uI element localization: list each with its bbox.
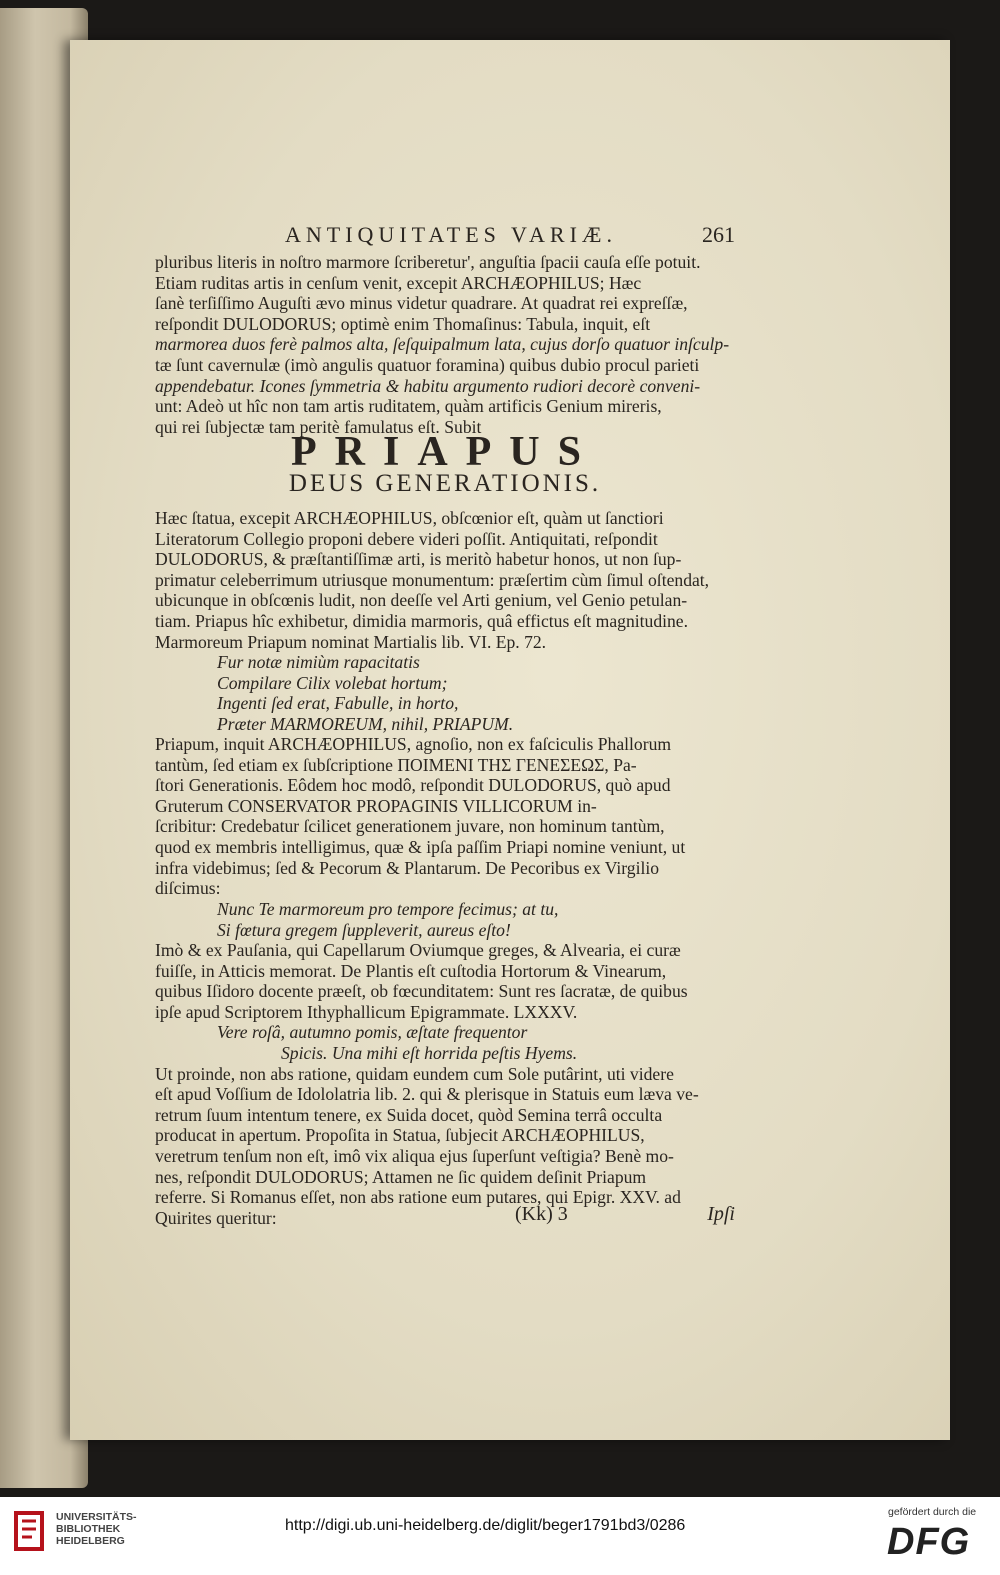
text-line: DULODORUS, & præſtantiſſimæ arti, is meritò habetur honos, ut non ſup- [155,549,682,570]
paragraph-1 [155,252,735,437]
verse-line: Nunc Te marmoreum pro tempore fecimus; at tu, [217,899,559,919]
page-header [155,222,735,252]
university-library-logo-icon [12,1507,48,1557]
text-line: Literatorum Collegio proponi debere videri poſſit. Antiquitati, reſpondit [155,528,658,549]
paragraph-3 [155,734,735,899]
text-line: qui rei ſubjectæ tam peritè famulatus eſt. Subit [155,416,482,437]
paragraph-5 [155,1043,735,1228]
text-line: infra videbimus; ſed & Pecorum & Plantarum. De Pecoribus ex Virgilio [155,857,660,878]
library-line: HEIDELBERG [56,1535,125,1547]
signature-mark: (Kk) 3 [515,1203,568,1225]
library-line: UNIVERSITÄTS- [56,1511,137,1523]
text-line: Hæc ſtatua, excepit ARCHÆOPHILUS, obſcœnior eſt, quàm ut ſanctiori [155,508,664,528]
verse-line: Ingenti ſed erat, Fabulle, in horto, [217,693,459,714]
text-line: retrum ſuum intentum tenere, ex Suida docet, quòd Semina terrâ occulta [155,1104,663,1125]
text-line: tæ ſunt cavernulæ (imò angulis quatuor foramina) quibus dubio procul parieti [155,354,700,375]
text-line: ipſe apud Scriptorem Ithyphallicum Epigrammate. LXXXV. [155,1001,578,1022]
section-subtitle: DEUS GENERATIONIS. [288,470,602,497]
text-line: diſcimus: [155,878,221,899]
text-line: marmorea duos ferè palmos alta, ſeſquipalmum lata, cujus dorſo quatuor inſculp- [155,334,730,355]
paragraph-2 [155,508,735,652]
running-title: ANTIQUITATES VARIÆ. [285,222,617,247]
verse-martial [155,652,797,734]
section-title: PRIAPUS [290,429,599,475]
paragraph-4 [155,940,735,1022]
verse-line: Fur notæ nimiùm rapacitatis [217,652,420,672]
text-line: unt: Adeò ut hîc non tam artis ruditatem, quàm artificis Genium mireris, [155,396,662,417]
text-line: Quirites queritur: [155,1207,277,1228]
text-line: fuiſſe, in Atticis memorat. De Plantis eſt cuſtodia Hortorum & Vinearum, [155,960,667,981]
verse-line: Vere roſâ, autumno pomis, æſtate frequentor [217,1022,528,1042]
text-line: quod ex membris intelligimus, quæ & ipſa paſſim Priapi nomine veniunt, ut [155,836,686,857]
text-line: Marmoreum Priapum nominat Martialis lib. VI. Ep. 72. [155,631,547,652]
viewer-footer-bar [0,1497,1000,1575]
text-line: primatur celeberrimum utriusque monumentum: præſertim cùm ſimul oſtendat, [155,569,710,590]
text-line: reſpondit DULODORUS; optimè enim Thomaſinus: Tabula, inquit, eſt [155,313,651,334]
verse-virgil [155,899,797,940]
text-line: Etiam ruditas artis in cenſum venit, excepit ARCHÆOPHILUS; Hæc [155,272,642,293]
text-line: ſcribitur: Credebatur ſcilicet generationem juvare, non hominum tantùm, [155,816,665,837]
text-line: quibus Iſidoro docente præeſt, ob fœcunditatem: Sunt res ſacratæ, de quibus [155,981,688,1002]
text-line: ſanè terſiſſimo Auguſti ævo minus videtur quadrare. At quadrat rei expreſſæ, [155,293,688,314]
text-line: referre. Si Romanus eſſet, non abs ratione eum putares, qui Epigr. XXV. ad [155,1187,681,1208]
text-line: appendebatur. Icones ſymmetria & habitu argumento rudiori decorè conveni- [155,375,701,396]
text-line: tantùm, ſed etiam ex ſubſcriptione ΠΟΙΜΕΝΙ ΤΗΣ ΓΕΝΕΣΕΩΣ, Pa- [155,754,637,775]
text-line: veretrum tenſum non eſt, imô vix aliqua ejus ſuperſunt veſtigia? Benè mo- [155,1145,674,1166]
text-line: eſt apud Voſſium de Idololatria lib. 2. qui & plerisque in Statuis eum læva ve- [155,1084,699,1105]
catchword: Ipſi [707,1203,735,1225]
text-line: producat in apertum. Propoſita in Statua, ſubjecit ARCHÆOPHILUS, [155,1125,645,1146]
dfg-logo: DFG [887,1521,971,1563]
verse-line: Compilare Cilix volebat hortum; [217,672,448,693]
text-line: Imò & ex Pauſania, qui Capellarum Oviumque greges, & Alvearia, ei curæ [155,940,681,960]
library-name [56,1511,137,1547]
text-line: ubicunque in obſcœnis ludit, non deeſſe vel Arti genium, vel Genio petulan- [155,590,688,611]
verse-line: Si fœtura gregem ſuppleverit, aureus eſto! [217,919,511,940]
verse-line: Spicis. Una mihi eſt horrida peſtis Hyems. [281,1042,578,1063]
permalink-url[interactable]: http://digi.ub.uni-heidelberg.de/diglit/beger1791bd3/0286 [285,1517,686,1534]
text-line: tiam. Priapus hîc exhibetur, dimidia marmoris, quâ effictus eſt magnitudine. [155,610,689,631]
text-line: Gruterum CONSERVATOR PROPAGINIS VILLICORUM in- [155,795,597,816]
page-number: 261 [702,222,735,247]
text-line: Priapum, inquit ARCHÆOPHILUS, agnoſio, non ex faſciculis Phallorum [155,734,672,754]
text-line: Ut proinde, non abs ratione, quidam eundem cum Sole putârint, uti videre [155,1063,674,1084]
library-line: BIBLIOTHEK [56,1523,121,1535]
text-line: nes, reſpondit DULODORUS; Attamen ne ſic quidem deſinit Priapum [155,1166,647,1187]
funding-label: gefördert durch die [888,1506,977,1518]
text-line: ſtori Generationis. Eôdem hoc modô, reſpondit DULODORUS, quò apud [155,775,671,796]
verse-line: Præter MARMOREUM, nihil, PRIAPUM. [217,713,514,734]
page-footer [155,1203,735,1231]
text-line: pluribus literis in noſtro marmore ſcriberetur', anguſtia ſpacii cauſa eſſe potuit. [155,252,701,272]
